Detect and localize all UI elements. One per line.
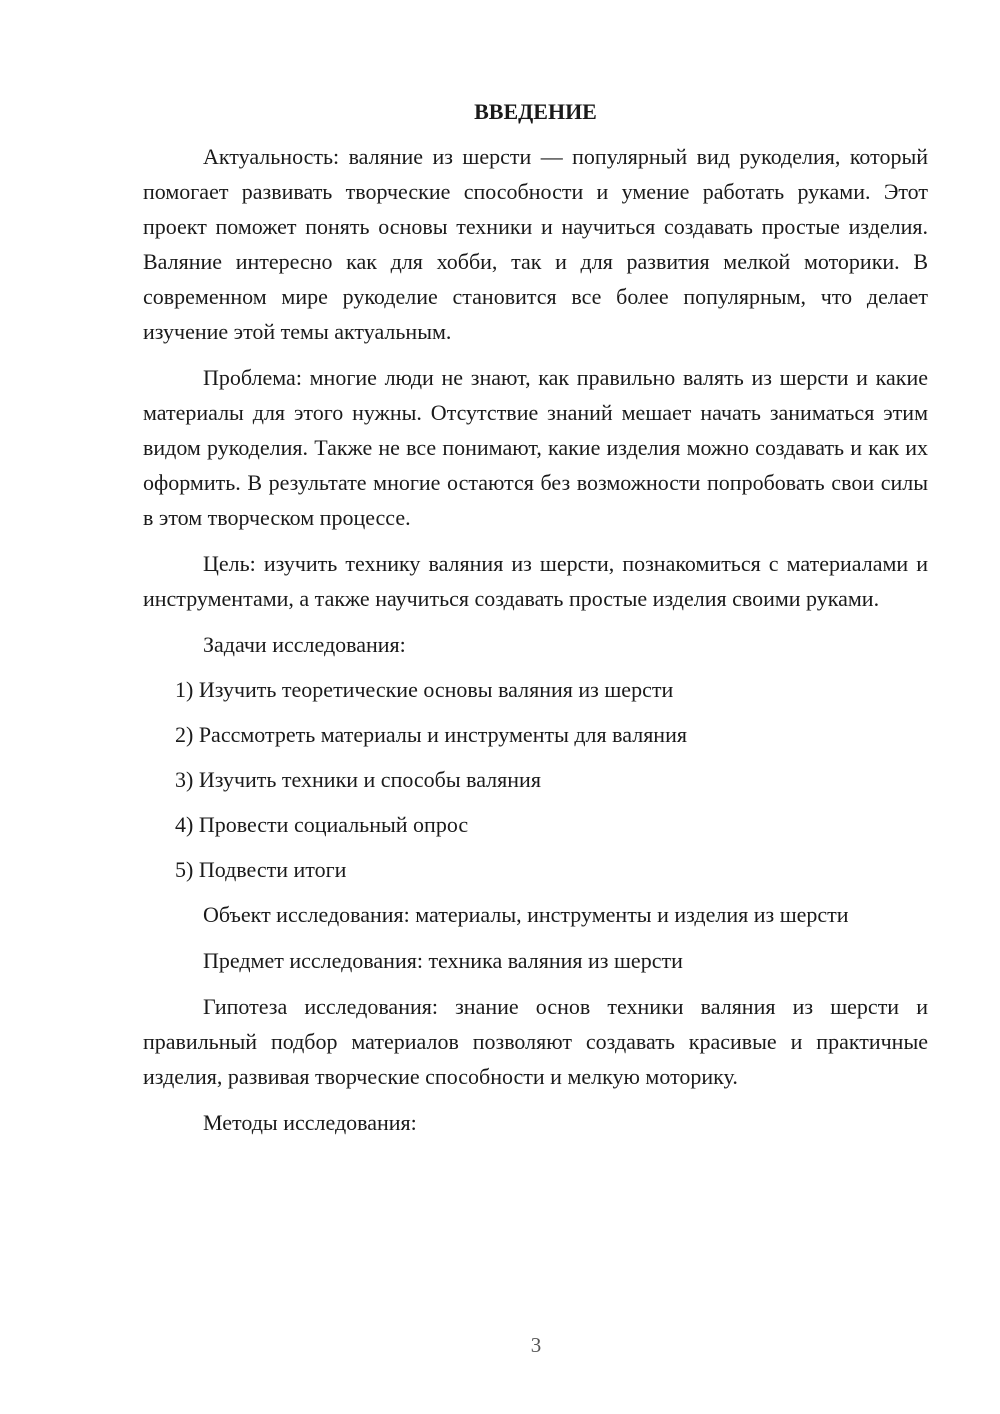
problem-paragraph: Проблема: многие люди не знают, как правильно валять из шерсти и какие материалы для этого нужны. Отсутствие знаний мешает начать заниматься этим видом рукоделия. Также не все понимают, какие изделия можно создавать и как их оформить. В результате многие остаются без возможности попробовать свои силы в этом творческом процессе. (143, 365, 928, 530)
task-item: 2) Рассмотреть материалы и инструменты для валяния (175, 722, 687, 747)
page-content (143, 94, 928, 1151)
task-item: 4) Провести социальный опрос (175, 812, 469, 837)
subject-paragraph: Предмет исследования: техника валяния из шерсти (203, 948, 683, 973)
task-item: 3) Изучить техники и способы валяния (175, 767, 541, 792)
relevance-paragraph: Актуальность: валяние из шерсти — популярный вид рукоделия, который помогает развивать творческие способности и умение работать руками. Этот проект поможет понять основы техники и научиться создавать простые изделия. Валяние интересно как для хобби, так и для развития мелкой моторики. В современном мире рукоделие становится все более популярным, что делает изучение этой темы актуальным. (143, 144, 928, 344)
task-item: 5) Подвести итоги (175, 857, 347, 882)
page-number: 3 (530, 1333, 542, 1357)
task-item: 1) Изучить теоретические основы валяния из шерсти (175, 677, 674, 702)
page-title: ВВЕДЕНИЕ (474, 99, 597, 124)
goal-paragraph: Цель: изучить технику валяния из шерсти, познакомиться с материалами и инструментами, а также научиться создавать простые изделия своими руками. (143, 551, 928, 611)
object-paragraph: Объект исследования: материалы, инструменты и изделия из шерсти (203, 902, 849, 927)
hypothesis-paragraph: Гипотеза исследования: знание основ техники валяния из шерсти и правильный подбор материалов позволяют создавать красивые и практичные изделия, развивая творческие способности и мелкую моторику. (143, 994, 928, 1089)
task-list (143, 672, 928, 887)
tasks-heading: Задачи исследования: (203, 632, 406, 657)
methods-heading: Методы исследования: (203, 1110, 417, 1135)
